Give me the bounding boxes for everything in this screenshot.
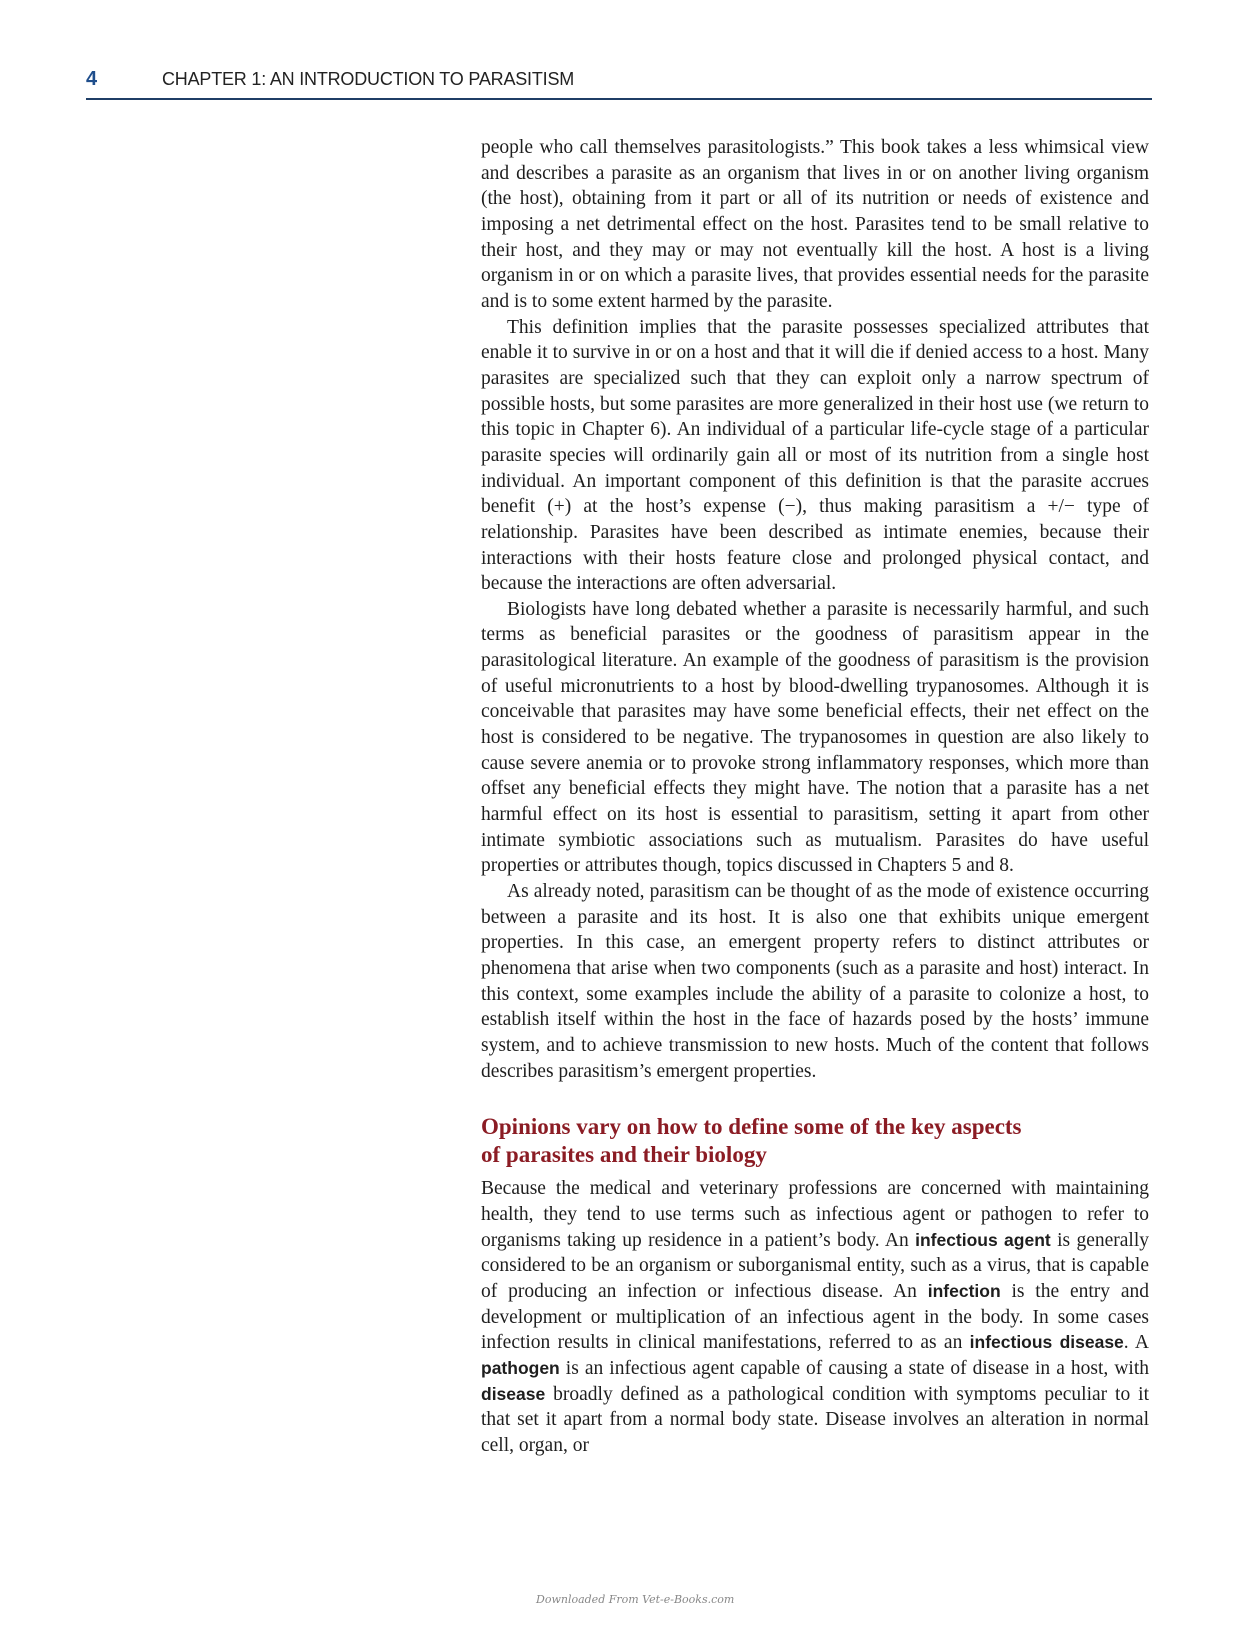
text-span: is the entry and development or multiplication of an infectious agent in the body. In some cases infection results in clinical manifestations, referred to as an xyxy=(481,1280,1149,1354)
footer-watermark: Downloaded From Vet-e-Books.com xyxy=(536,1593,735,1606)
section-heading-line-2: of parasites and their biology xyxy=(481,1142,767,1168)
section-heading-line-1: Opinions vary on how to define some of the key aspects xyxy=(481,1114,1022,1140)
paragraph-1: people who call themselves parasitologists.” This book takes a less whimsical view and describes a parasite as an organism that lives in or on another living organism (the host), obtaining from it part or all of its nutrition or needs of existence and imposing a net detrimental effect on the host. Parasites tend to be small relative to their host, and they may or may not eventually kill the host. A host is a living organism in or on which a parasite lives, that provides essential needs for the parasite and is to some extent harmed by the parasite. xyxy=(481,137,1149,312)
text-span: broadly defined as a pathological condition with symptoms peculiar to it that set it apart from a normal body state. Disease involves an alteration in normal cell, organ, or xyxy=(481,1383,1149,1456)
term-infection: infection xyxy=(927,1280,1001,1301)
paragraph-3: Biologists have long debated whether a parasite is necessarily harmful, and such terms as beneficial parasites or the goodness of parasitism appear in the parasitological literature. An example of the goodness of parasitism is the provision of useful micronutrients to a host by blood-dwelling trypanosomes. Although it is conceivable that parasites may have some beneficial effects, their net effect on the host is considered to be negative. The trypanosomes in question are also likely to cause severe anemia or to provoke strong inflammatory responses, which more than offset any beneficial effects they might have. The notion that a parasite has a net harmful effect on its host is essential to parasitism, setting it apart from other intimate symbiotic associations such as mutualism. Parasites do have useful properties or attributes though, topics discussed in Chapters 5 and 8. xyxy=(481,598,1149,877)
paragraph-5 xyxy=(481,1176,1149,1458)
text-span: is generally considered to be an organism or suborganismal entity, such as a virus, that is capable of producing an infection or infectious disease. An xyxy=(481,1229,1149,1302)
page-number: 4 xyxy=(86,68,98,90)
term-infectious-disease: infectious disease xyxy=(969,1332,1124,1353)
text-span: is an infectious agent capable of causing a state of disease in a host, with xyxy=(559,1357,1149,1379)
term-infectious-agent: infectious agent xyxy=(915,1229,1051,1250)
paragraph-4: As already noted, parasitism can be thought of as the mode of existence occurring between a parasite and its host. It is also one that exhibits unique emergent properties. In this case, an emergent property refers to distinct attributes or phenomena that arise when two components (such as a parasite and host) interact. In this context, some examples include the ability of a parasite to colonize a host, to establish itself within the host in the face of hazards posed by the hosts’ immune system, and to achieve transmission to new hosts. Much of the content that follows describes parasitism’s emergent properties. xyxy=(481,881,1149,1082)
section-heading xyxy=(481,1113,1149,1169)
page-header xyxy=(86,60,1152,104)
main-text-column xyxy=(481,135,1149,1459)
running-head: CHAPTER 1: AN INTRODUCTION TO PARASITISM xyxy=(162,69,575,89)
text-span: . A xyxy=(1123,1332,1149,1354)
term-pathogen: pathogen xyxy=(481,1357,560,1378)
term-disease: disease xyxy=(481,1383,546,1404)
header-rule xyxy=(86,98,1152,100)
text-span: Because the medical and veterinary professions are concerned with maintaining health, they tend to use terms such as infectious agent or pathogen to refer to organisms taking up residence in a patient’s body. An xyxy=(481,1178,1149,1251)
paragraph-2: This definition implies that the parasite possesses specialized attributes that enable it to survive in or on a host and that it will die if denied access to a host. Many parasites are specialized such that they can exploit only a narrow spectrum of possible hosts, but some parasites are more generalized in their host use (we return to this topic in Chapter 6). An individual of a particular life-cycle stage of a particular parasite species will ordinarily gain all or most of its nutrition from a single host individual. An important component of this definition is that the parasite accrues benefit (+) at the host’s expense (−), thus making parasitism a +/− type of relationship. Parasites have been described as intimate enemies, because their interactions with their hosts feature close and prolonged physical contact, and because the interactions are often adversarial. xyxy=(481,316,1149,595)
